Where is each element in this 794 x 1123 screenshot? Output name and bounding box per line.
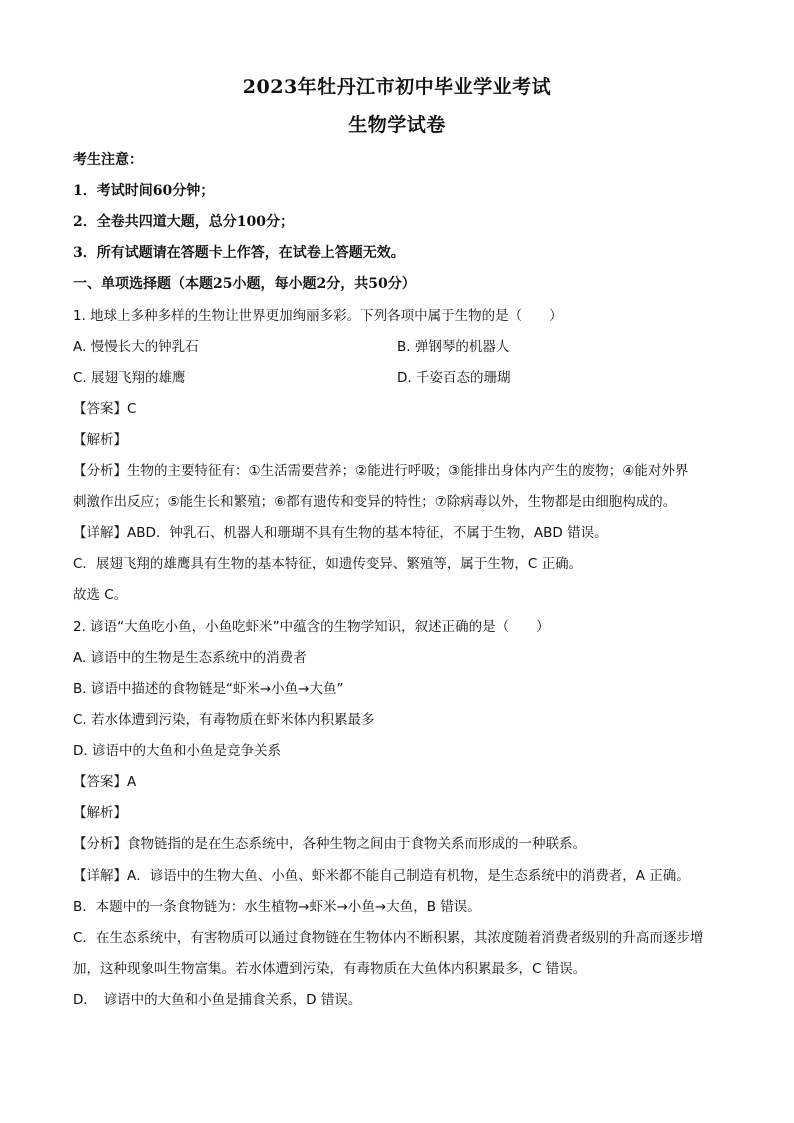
exam-subtitle: 生物学试卷 — [348, 114, 446, 136]
notice-item-2: 2．全卷共四道大题，总分100分； — [73, 214, 294, 230]
q2-option-a: A. 谚语中的生物是生态系统中的消费者 — [73, 650, 307, 666]
notice-item-1: 1．考试时间60分钟； — [73, 183, 215, 199]
q2-detail-line-1: 【详解】A．谚语中的生物大鱼、小鱼、虾米都不能自己制造有机物，是生态系统中的消费者，A 正确。 — [73, 868, 690, 884]
q2-analysis-label: 【解析】 — [73, 805, 127, 821]
q2-option-c: C. 若水体遭到污染，有毒物质在虾米体内积累最多 — [73, 712, 375, 728]
q1-detail-line-1: 【详解】ABD．钟乳石、机器人和珊瑚不具有生物的基本特征，不属于生物，ABD 错误。 — [73, 525, 608, 541]
q1-option-a: A. 慢慢长大的钟乳石 — [73, 339, 199, 355]
q1-analysis-line-1: 【分析】生物的主要特征有：①生活需要营养；②能进行呼吸；③能排出身体内产生的废物；④能对外界 — [73, 463, 689, 479]
exam-title: 2023年牡丹江市初中毕业学业考试 — [242, 76, 552, 98]
q2-stem: 2. 谚语“大鱼吃小鱼，小鱼吃虾米”中蕴含的生物学知识，叙述正确的是（ ） — [73, 619, 550, 635]
q1-option-d: D. 千姿百态的珊瑚 — [397, 370, 511, 386]
q2-detail-line-4: 加，这种现象叫生物富集。若水体遭到污染，有毒物质在大鱼体内积累最多，C 错误。 — [73, 961, 587, 977]
q2-option-b: B. 谚语中描述的食物链是“虾米→小鱼→大鱼” — [73, 681, 344, 697]
q1-answer: 【答案】C — [73, 401, 137, 417]
q1-option-c: C. 展翅飞翔的雄鹰 — [73, 370, 186, 386]
q1-conclusion: 故选 C。 — [73, 587, 128, 603]
q2-detail-line-2: B．本题中的一条食物链为：水生植物→虾米→小鱼→大鱼，B 错误。 — [73, 899, 481, 915]
notice-heading: 考生注意： — [73, 152, 143, 168]
q1-detail-line-2: C．展翅飞翔的雄鹰具有生物的基本特征，如遗传变异、繁殖等，属于生物，C 正确。 — [73, 556, 583, 572]
q1-stem: 1. 地球上多种多样的生物让世界更加绚丽多彩。下列各项中属于生物的是（ ） — [73, 308, 563, 324]
q1-analysis-label: 【解析】 — [73, 432, 127, 448]
q1-analysis-line-2: 刺激作出反应；⑤能生长和繁殖；⑥都有遗传和变异的特性；⑦除病毒以外，生物都是由细胞构成的。 — [73, 494, 677, 510]
q2-detail-line-3: C．在生态系统中，有害物质可以通过食物链在生物体内不断积累，其浓度随着消费者级别的升高而逐步增 — [73, 930, 704, 946]
q2-answer: 【答案】A — [73, 774, 137, 790]
q1-option-b: B. 弹钢琴的机器人 — [397, 339, 510, 355]
notice-item-3: 3．所有试题请在答题卡上作答，在试卷上答题无效。 — [73, 245, 405, 261]
q2-detail-line-5: D． 谚语中的大鱼和小鱼是捕食关系，D 错误。 — [73, 992, 362, 1008]
q2-analysis-line-1: 【分析】食物链指的是在生态系统中，各种生物之间由于食物关系而形成的一种联系。 — [73, 836, 586, 852]
q2-option-d: D. 谚语中的大鱼和小鱼是竞争关系 — [73, 743, 281, 759]
section-heading: 一、单项选择题（本题25小题，每小题2分，共50分） — [73, 276, 416, 292]
